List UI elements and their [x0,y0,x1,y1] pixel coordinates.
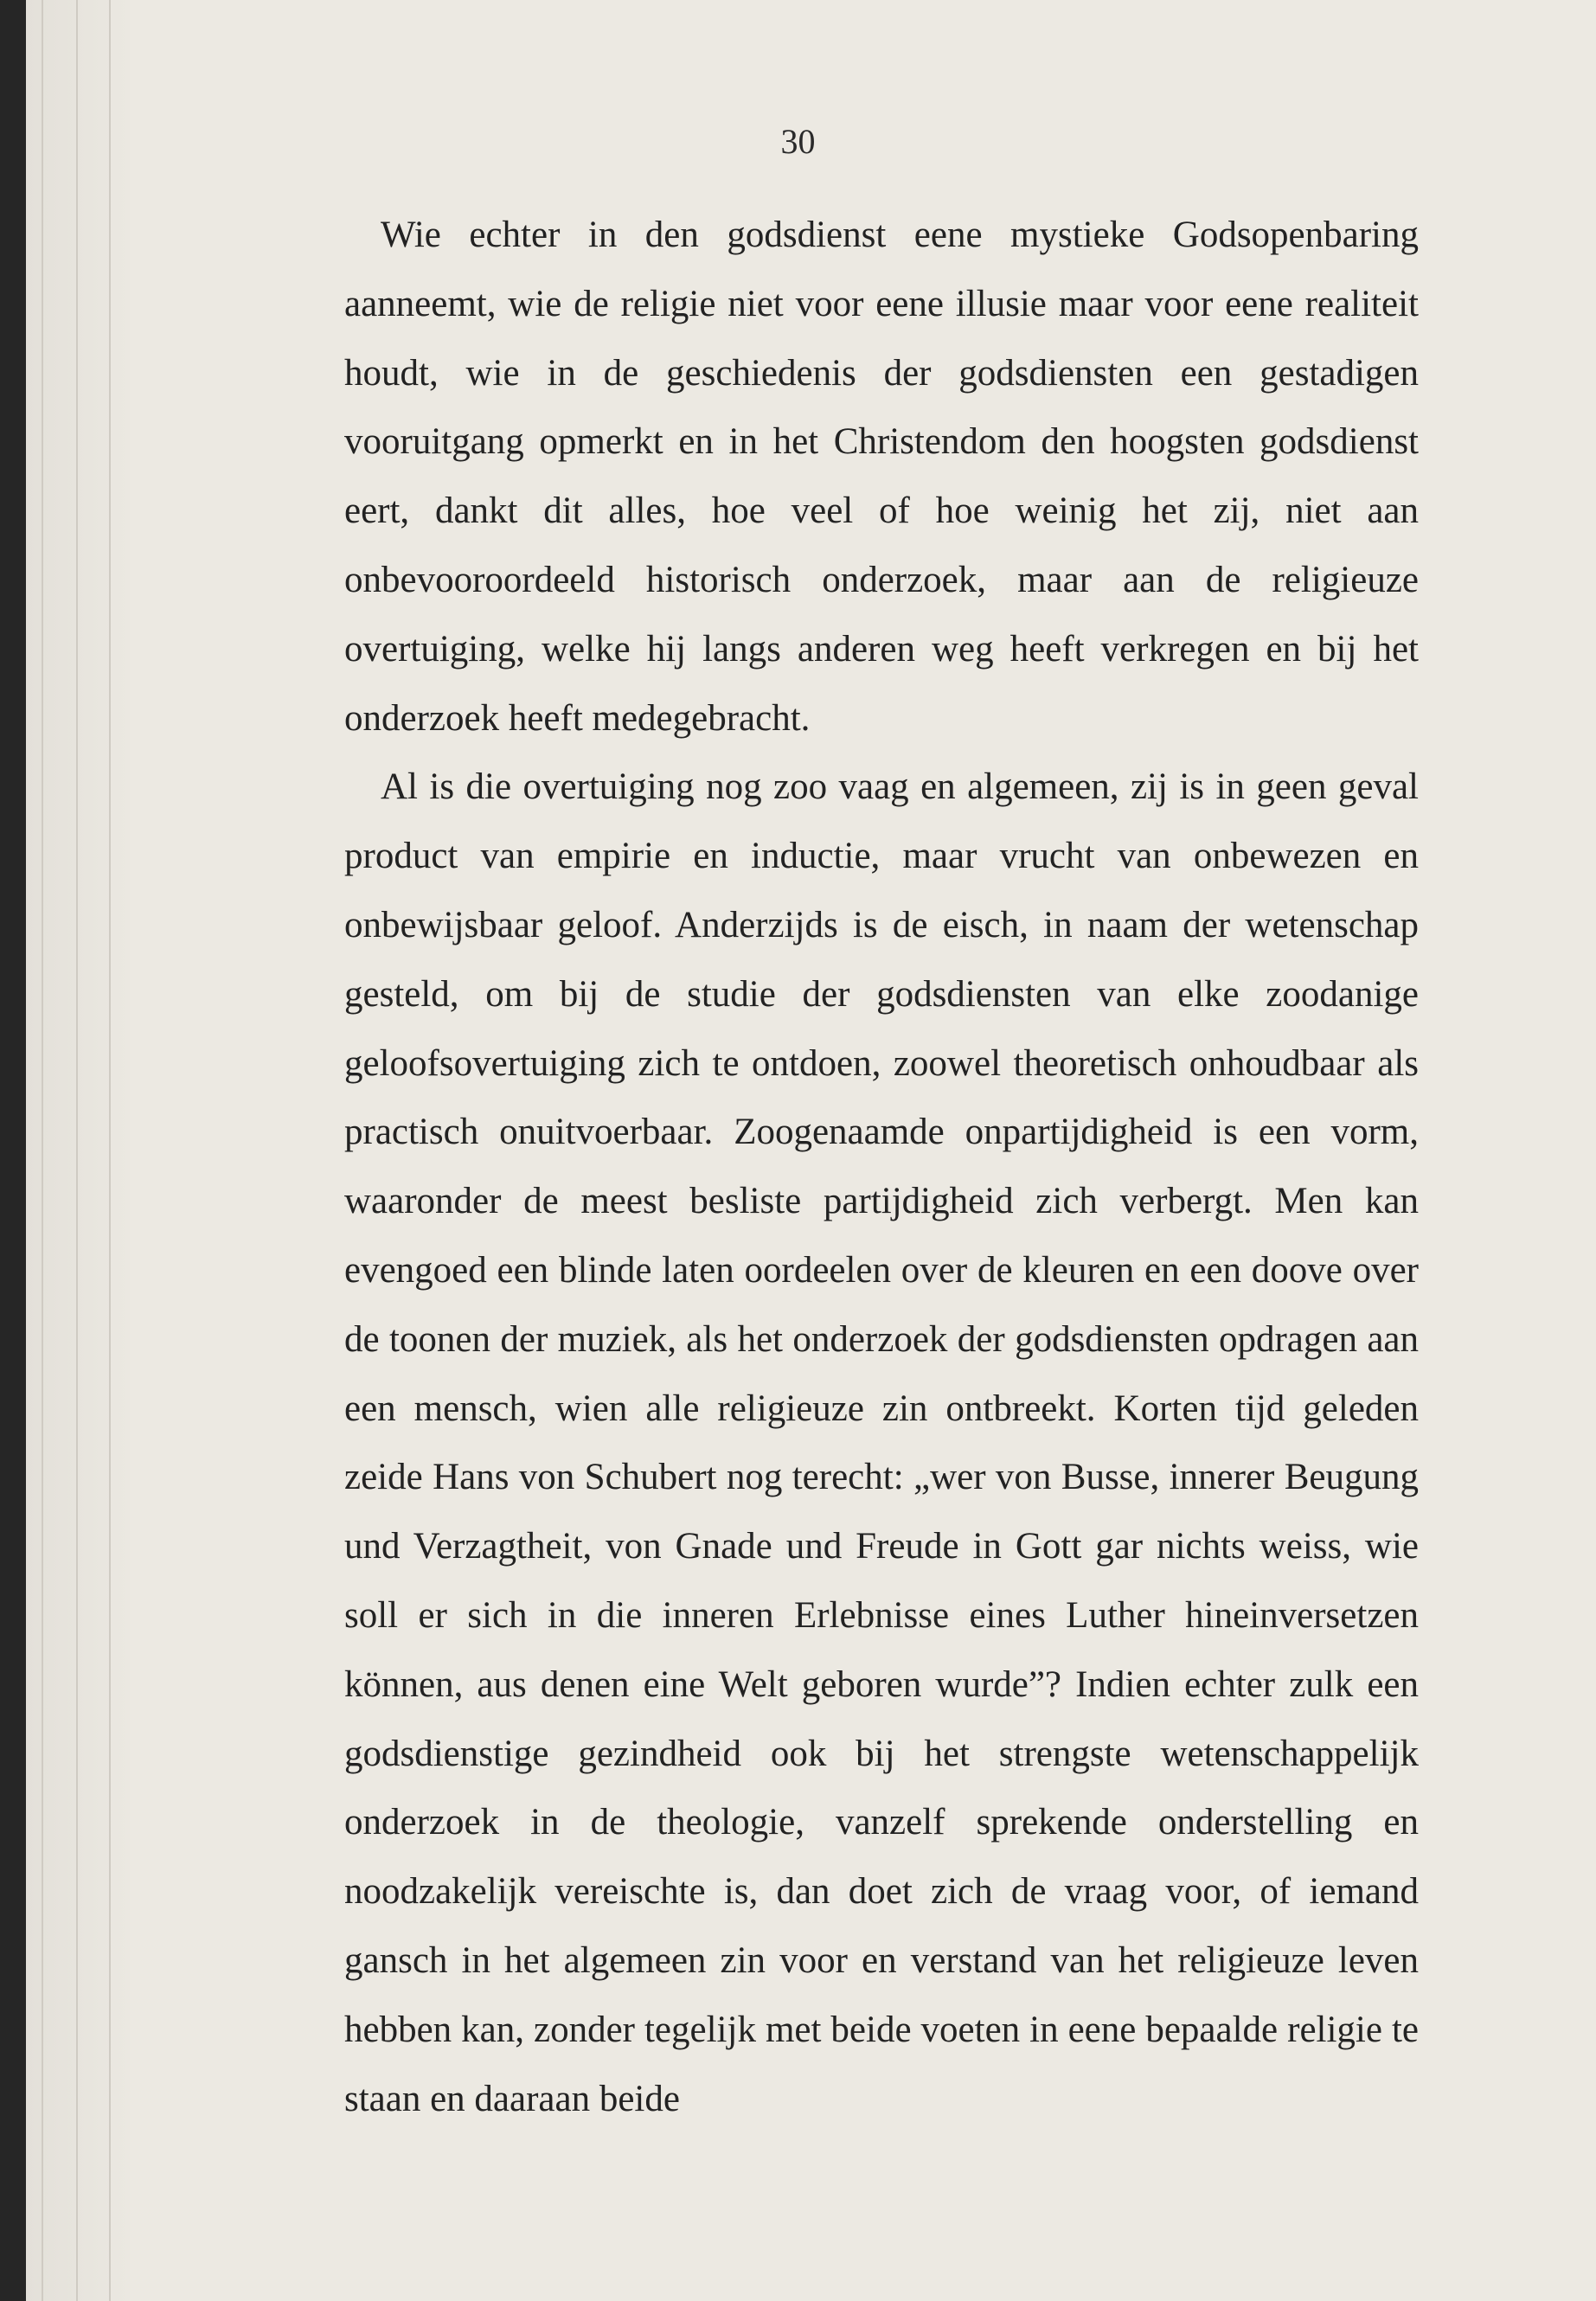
page-number: 30 [780,122,816,161]
page-edge-line [42,0,43,2301]
paragraph-2: Al is die overtuiging nog zoo vaag en algemeen, zij is in geen geval product van empirie en inductie, maar vrucht van onbewezen en onbewijsbaar geloof. Anderzijds is de eisch, in naam der wetenschap gesteld, om bij de studie der godsdiensten van elke zoodanige geloofsovertuiging zich te ontdoen, zoowel theoretisch onhoudbaar als practisch onuitvoerbaar. Zoogenaamde onpartijdigheid is een vorm, waaronder de meest besliste partijdigheid zich verbergt. Men kan evengoed een blinde laten oordeelen over de kleuren en een doove over de toonen der muziek, als het onderzoek der godsdiensten opdragen aan een mensch, wien alle religieuze zin ontbreekt. Korten tijd geleden zeide Hans von Schubert nog terecht: „wer von Busse, innerer Beugung und Verzagtheit, von Gnade und Freude in Gott gar nichts weiss, wie soll er sich in die inneren Erlebnisse eines Luther hineinversetzen können, aus denen eine Welt geboren wurde”? Indien echter zulk een godsdienstige gezindheid ook bij het strengste wetenschappelijk onderzoek in de theologie, vanzelf sprekende onderstelling en noodzakelijk vereischte is, dan doet zich de vraag voor, of iemand gansch in het algemeen zin voor en verstand van het religieuze leven hebben kan, zonder tegelijk met beide voeten in eene bepaalde religie te staan en daaraan beide [344,766,1419,2119]
page-edge-line [76,0,78,2301]
body-text [344,201,1419,2133]
page-stack-edge [26,0,130,2301]
page-edge-line [109,0,111,2301]
paragraph-1: Wie echter in den godsdienst eene mystieke Godsopenbaring aanneemt, wie de religie niet voor eene illusie maar voor eene realiteit houdt, wie in de geschiedenis der godsdiensten een gestadigen vooruitgang opmerkt en in het Christendom den hoogsten godsdienst eert, dankt dit alles, hoe veel of hoe weinig het zij, niet aan onbevooroordeeld historisch onderzoek, maar aan de religieuze overtuiging, welke hij langs anderen weg heeft verkregen en bij het onderzoek heeft medegebracht. [344,215,1419,739]
scan-border [0,0,26,2301]
